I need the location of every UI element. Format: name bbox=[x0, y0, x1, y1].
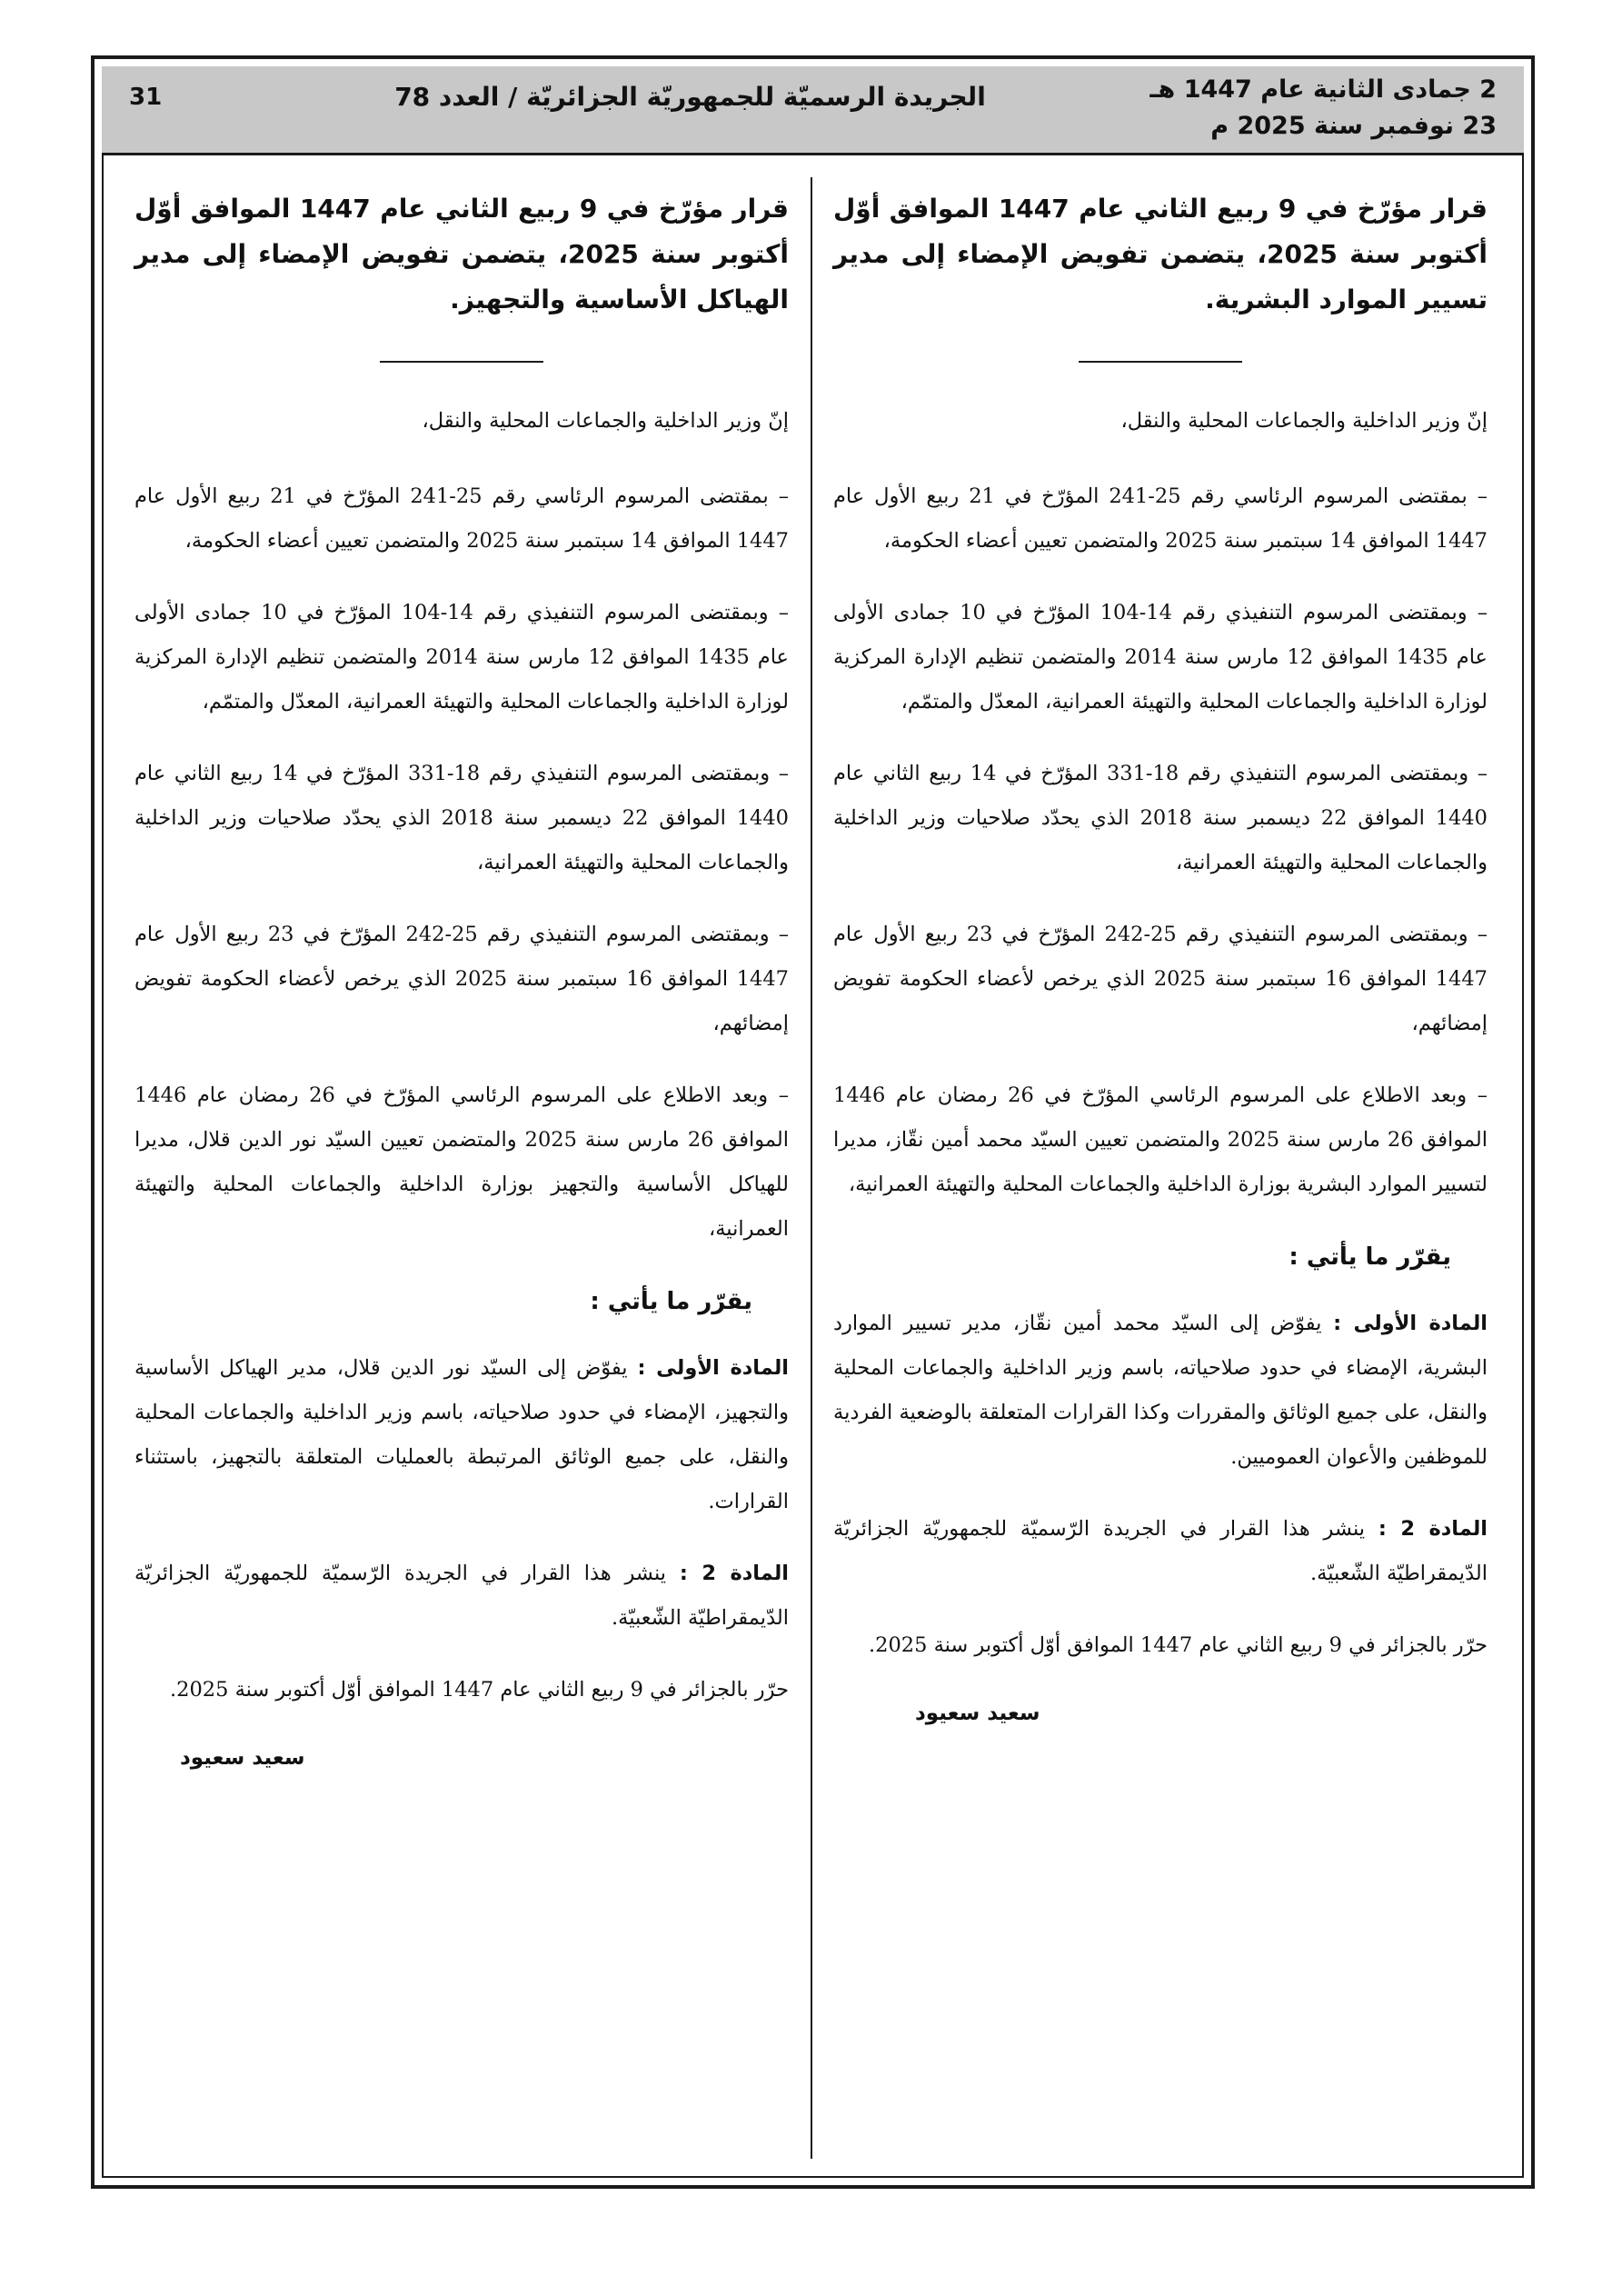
consideration-4: – وبمقتضى المرسوم التنفيذي رقم 25-242 المؤرّخ في 23 ربيع الأول عام 1447 الموافق 16 سبتمبر سنة 2025 الذي يرخص لأعضاء الحكومة تفويض إمضائهم، bbox=[833, 923, 1488, 1035]
header-dates bbox=[1149, 72, 1497, 145]
consideration-5: – وبعد الاطلاع على المرسوم الرئاسي المؤرّخ في 26 رمضان عام 1446 الموافق 26 مارس سنة 2025 والمتضمن تعيين السيّد نور الدين قلال، مديرا للهياكل الأساسية والتجهيز بوزارة الداخلية والجماعات المحلية والتهيئة العمرانية، bbox=[134, 1083, 789, 1241]
decides-heading: يقرّر ما يأتي : bbox=[1289, 1243, 1451, 1271]
consideration-2: – وبمقتضى المرسوم التنفيذي رقم 14-104 المؤرّخ في 10 جمادى الأولى عام 1435 الموافق 12 مارس سنة 2014 والمتضمن تنظيم الإدارة المركزية لوزارة الداخلية والجماعات المحلية والتهيئة العمرانية، المعدّل والمتمّم، bbox=[833, 601, 1488, 714]
title-rule bbox=[380, 361, 543, 363]
consideration-5: – وبعد الاطلاع على المرسوم الرئاسي المؤرّخ في 26 رمضان عام 1446 الموافق 26 مارس سنة 2025 والمتضمن تعيين السيّد محمد أمين نقّاز، مديرا لتسيير الموارد البشرية بوزارة الداخلية والجماعات المحلية والتهيئة العمرانية، bbox=[833, 1083, 1488, 1196]
gregorian-date: 23 نوفمبر سنة 2025 م bbox=[1210, 112, 1497, 140]
left-decision bbox=[134, 186, 789, 1776]
article-1 bbox=[134, 1346, 789, 1524]
decision-intro: إنّ وزير الداخلية والجماعات المحلية والنقل، bbox=[1120, 409, 1488, 433]
article-2-label: المادة 2 : bbox=[679, 1562, 790, 1585]
decision-title: قرار مؤرّخ في 9 ربيع الثاني عام 1447 الموافق أوّل أكتوبر سنة 2025، يتضمن تفويض الإمضاء إلى مدير تسيير الموارد البشرية. bbox=[833, 194, 1488, 314]
closing-statement: حرّر بالجزائر في 9 ربيع الثاني عام 1447 الموافق أوّل أكتوبر سنة 2025. bbox=[869, 1633, 1488, 1657]
article-1-label: المادة الأولى : bbox=[637, 1356, 789, 1380]
closing-statement: حرّر بالجزائر في 9 ربيع الثاني عام 1447 الموافق أوّل أكتوبر سنة 2025. bbox=[170, 1678, 789, 1702]
page-header bbox=[102, 66, 1524, 155]
decision-intro: إنّ وزير الداخلية والجماعات المحلية والنقل، bbox=[422, 409, 789, 433]
decision-title: قرار مؤرّخ في 9 ربيع الثاني عام 1447 الموافق أوّل أكتوبر سنة 2025، يتضمن تفويض الإمضاء إلى مدير الهياكل الأساسية والتجهيز. bbox=[134, 194, 789, 314]
signature: سعيد سعيود bbox=[180, 1746, 305, 1770]
article-1-label: المادة الأولى : bbox=[1333, 1312, 1488, 1335]
right-decision bbox=[833, 186, 1488, 1732]
page-number: 31 bbox=[129, 84, 163, 111]
article-2 bbox=[134, 1552, 789, 1641]
article-1-text: يفوّض إلى السيّد محمد أمين نقّاز، مدير تسيير الموارد البشرية، الإمضاء في حدود صلاحياته، باسم وزير الداخلية والجماعات المحلية والنقل، على جميع الوثائق والمقررات وكذا القرارات المتعلقة بالوضعية الفردية للموظفين والأعوان العموميين. bbox=[833, 1312, 1488, 1469]
article-1-text: يفوّض إلى السيّد نور الدين قلال، مدير الهياكل الأساسية والتجهيز، الإمضاء في حدود صلاحياته، باسم وزير الداخلية والجماعات المحلية والنقل، على جميع الوثائق المرتبطة بالعمليات المتعلقة بالتجهيز، باستثناء القرارات. bbox=[134, 1356, 789, 1513]
consideration-3: – وبمقتضى المرسوم التنفيذي رقم 18-331 المؤرّخ في 14 ربيع الثاني عام 1440 الموافق 22 ديسمبر سنة 2018 الذي يحدّد صلاحيات وزير الداخلية والجماعات المحلية والتهيئة العمرانية، bbox=[833, 762, 1488, 874]
article-2-label: المادة 2 : bbox=[1378, 1517, 1488, 1541]
signature: سعيد سعيود bbox=[915, 1702, 1040, 1725]
article-2 bbox=[833, 1507, 1488, 1596]
decides-heading: يقرّر ما يأتي : bbox=[590, 1288, 752, 1315]
consideration-4: – وبمقتضى المرسوم التنفيذي رقم 25-242 المؤرّخ في 23 ربيع الأول عام 1447 الموافق 16 سبتمبر سنة 2025 الذي يرخص لأعضاء الحكومة تفويض إمضائهم، bbox=[134, 923, 790, 1035]
article-1 bbox=[833, 1302, 1488, 1480]
column-divider bbox=[811, 177, 812, 2159]
consideration-3: – وبمقتضى المرسوم التنفيذي رقم 18-331 المؤرّخ في 14 ربيع الثاني عام 1440 الموافق 22 ديسمبر سنة 2018 الذي يحدّد صلاحيات وزير الداخلية والجماعات المحلية والتهيئة العمرانية، bbox=[134, 762, 789, 874]
article-2-text: ينشر هذا القرار في الجريدة الرّسميّة للجمهوريّة الجزائريّة الدّيمقراطيّة الشّعبيّة. bbox=[134, 1562, 789, 1630]
title-rule bbox=[1079, 361, 1242, 363]
journal-title: الجريدة الرسميّة للجمهوريّة الجزائريّة / العدد 78 bbox=[394, 82, 986, 112]
consideration-1: – بمقتضى المرسوم الرئاسي رقم 25-241 المؤرّخ في 21 ربيع الأول عام 1447 الموافق 14 سبتمبر سنة 2025 والمتضمن تعيين أعضاء الحكومة، bbox=[833, 484, 1488, 553]
consideration-1: – بمقتضى المرسوم الرئاسي رقم 25-241 المؤرّخ في 21 ربيع الأول عام 1447 الموافق 14 سبتمبر سنة 2025 والمتضمن تعيين أعضاء الحكومة، bbox=[134, 484, 789, 553]
article-2-text: ينشر هذا القرار في الجريدة الرّسميّة للجمهوريّة الجزائريّة الدّيمقراطيّة الشّعبيّة. bbox=[833, 1517, 1488, 1585]
hijri-date: 2 جمادى الثانية عام 1447 هـ bbox=[1149, 75, 1497, 104]
consideration-2: – وبمقتضى المرسوم التنفيذي رقم 14-104 المؤرّخ في 10 جمادى الأولى عام 1435 الموافق 12 مارس سنة 2014 والمتضمن تنظيم الإدارة المركزية لوزارة الداخلية والجماعات المحلية والتهيئة العمرانية، المعدّل والمتمّم، bbox=[134, 601, 790, 714]
